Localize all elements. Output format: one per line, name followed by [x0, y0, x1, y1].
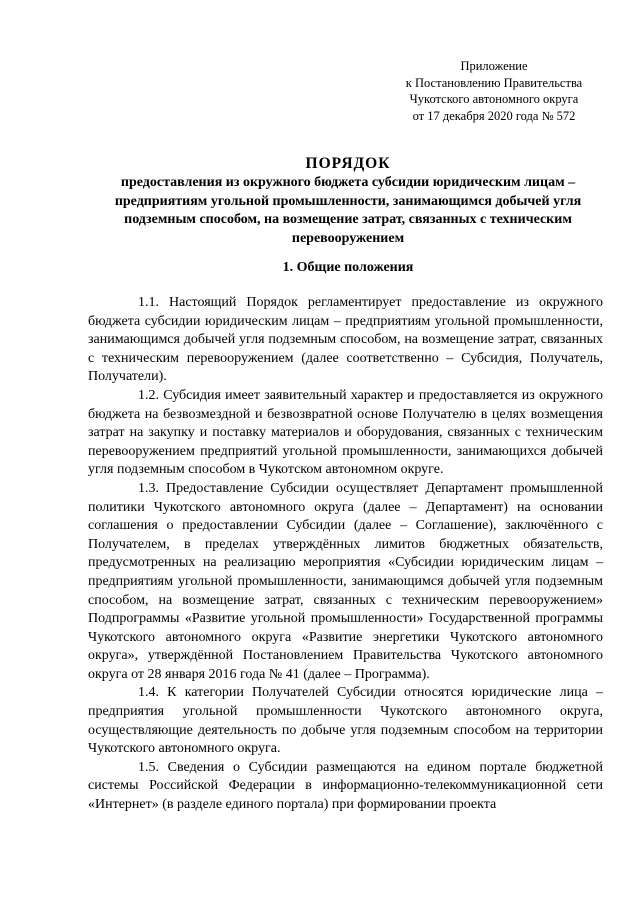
- appendix-block: [394, 58, 594, 124]
- paragraph: 1.1. Настоящий Порядок регламентирует предоставление из окружного бюджета субсидии юридическим лицам – предприятиям угольной промышленности, занимающимся добычей угля подземным способом, на возмещение затрат, связанных с техническим перевооружением (далее соответственно – Субсидия, Получатель, Получатели).: [88, 295, 603, 385]
- document-subtitle: предоставления из окружного бюджета субсидии юридическим лицам – предприятиям угольной промышленности, занимающимся добычей угля подземным способом, на возмещение затрат, связанных с техническим перевооружением: [114, 175, 582, 246]
- appendix-line: Приложение: [460, 59, 528, 73]
- paragraph: 1.2. Субсидия имеет заявительный характер и предоставляется из окружного бюджета на безвозмездной и безвозвратной основе Получателю в целях возмещения затрат на закупку и поставку материалов и оборудования, связанных с техническим перевооружением предприятий угольной промышленности, занимающихся добычей угля подземным способом в Чукотском автономном округе.: [88, 387, 603, 478]
- paragraph: 1.4. К категории Получателей Субсидии относятся юридические лица – предприятия угольной промышленности Чукотского автономного округа, осуществляющие деятельность по добыче угля подземным способом на территории Чукотского автономного округа.: [88, 685, 603, 757]
- paragraph: 1.3. Предоставление Субсидии осуществляет Департамент промышленной политики Чукотского автономного округа (далее – Департамент) на основании соглашения о предоставлении Субсидии (далее – Соглашение), заключённого с Получателем, в пределах утверждённых лимитов бюджетных обязательств, предусмотренных на реализацию мероприятия «Субсидии юридическим лицам – предприятиям угольной промышленности, занимающимся добычей угля подземным способом, на возмещение затрат, связанных с техническим перевооружением» Подпрограммы «Развитие угольной промышленности» Государственной программы Чукотского автономного округа «Развитие энергетики Чукотского автономного округа», утверждённой Постановлением Правительства Чукотского автономного округа от 28 января 2016 года № 41 (далее – Программа).: [88, 480, 603, 682]
- document-title: ПОРЯДОК: [305, 155, 391, 172]
- appendix-line: Чукотского автономного округа: [409, 92, 579, 106]
- appendix-line: к Постановлению Правительства: [405, 75, 583, 90]
- section-heading: 1. Общие положения: [282, 260, 414, 275]
- document-body: [88, 294, 603, 815]
- appendix-line: от 17 декабря 2020 года № 572: [412, 108, 576, 123]
- paragraph: 1.5. Сведения о Субсидии размещаются на едином портале бюджетной системы Российской Федерации в информационно-телекоммуникационной сети «Интернет» (в разделе единого портала) при формировании проекта: [88, 759, 603, 813]
